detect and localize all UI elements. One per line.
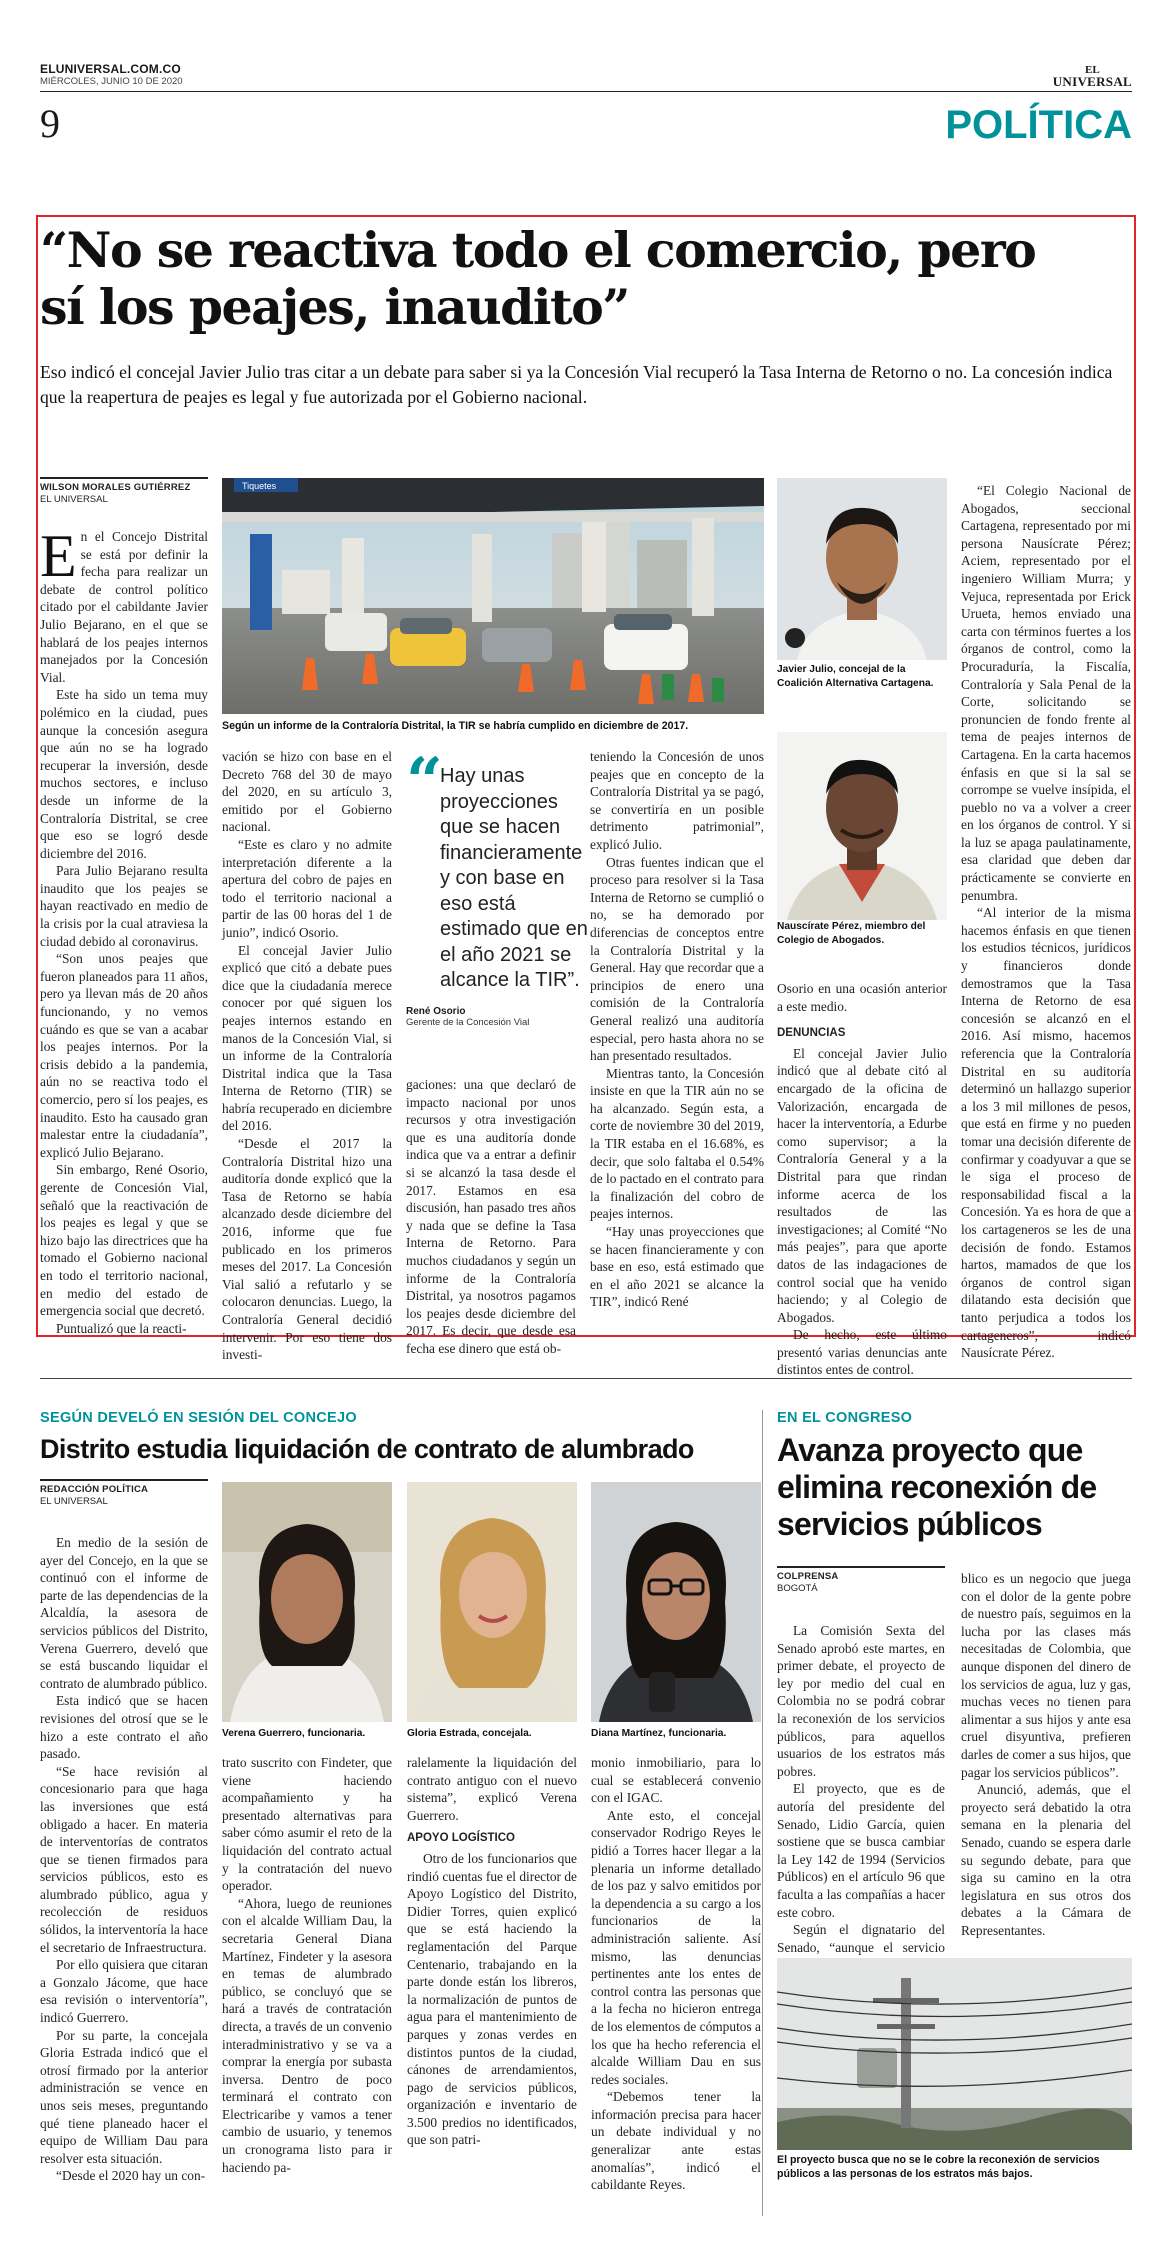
- lead-byline: [40, 477, 208, 506]
- caption-diana: Diana Martínez, funcionaria.: [591, 1728, 727, 1739]
- story3-column-1: [777, 1622, 945, 1974]
- paragraph: En medio de la sesión de ayer del Concejo, en la que se continuó con el informe de parte de las dependencias de la Alcaldía, la asesora de servicios públicos del Distrito, Verena Guerrero, develó que se está buscando liquidar el contrato de alumbrado público.: [40, 1535, 208, 1691]
- paragraph: Por ello quisiera que citaran a Gonzalo Jácome, que hace esa revisión o interventoría”, indicó Guerrero.: [40, 1957, 208, 2026]
- quote-name: René Osorio: [406, 1005, 466, 1017]
- lead-column-6: [961, 482, 1131, 1362]
- lead-column-4: [590, 748, 764, 1311]
- paragraph: Osorio en una ocasión anterior a este medio.: [777, 981, 947, 1014]
- paragraph: El concejal Javier Julio explicó que citó a debate pues dice que la ciudadanía merece conocer por qué siguen los peajes internos estando en manos de la Concesión Vial, si un informe de la Contraloría Distrital indica que la Tasa Interna de Retorno (TIR) se habría recuperado en diciembre del 2016.: [222, 942, 392, 1134]
- portrait-woman-1: [222, 1482, 392, 1722]
- paragraph: “El Colegio Nacional de Abogados, seccional Cartagena, representado por mi persona Nausícrate Pérez; Aciem, representado por el ingeniero William Murra; y Vejuca, representada por Erick Urueta, hemos enviado una carta con términos fuertes a los órganos de control, como la Procuraduría, la Fiscalía, Contraloría y Sala Penal de la Corte, solicitando se pronuncien de fondo frente al tema de peajes internos de Cartagena. En la carta hacemos énfasis en que si la sal se corrompe se vuelve insípida, el pueblo no va a volver a creer en los órganos de control. Y si la luz se apaga paulatinamente, esa claridad que deben dar prácticamente se convierte en penumbra.: [961, 483, 1131, 903]
- paragraph: gaciones: una que declaró de impacto nacional por unos recursos y otra investigación que es una auditoría donde indica que va a entrar a definir si se alcanzó la tasa desde el 2017. Estamos en esa discusión, han pasado tres años y nada que se define la Tasa Interna de Retorno. Para muchos ciudadanos y según un informe de la Contraloría Distrital, ya nosotros pagamos los peajes desde diciembre del 2017. Es decir, que desde esa fecha ese dinero que está ob-: [406, 1077, 576, 1356]
- toll-booth-illustration: [222, 478, 764, 714]
- story3-kicker: EN EL CONGRESO: [777, 1410, 913, 1426]
- paragraph: Esta indicó que se hacen revisiones del otrosí que se le hizo a este contrato el año pasado.: [40, 1693, 208, 1762]
- paragraph: “Son unos peajes que fueron planeados para 11 años, pero ya llevan más de 20 años funcionando, y no vemos cuándo es que se van a acabar los peajes internos. Por la crisis debido a la pandemia, aún no se reactiva todo el comercio, pero sí los peajes, es inaudito. Esto ha causado gran malestar entre la ciudadanía”, explicó Julio Bejarano.: [40, 951, 208, 1160]
- quote-text: Hay unas proyecciones que se hacen financieramente y con base en eso está estimado que en el año 2021 se alcance la TIR”.: [440, 765, 588, 991]
- portrait-nauscirate-caption: Nauscírate Pérez, miembro del Colegio de Abogados.: [777, 921, 926, 946]
- outlet-name: EL UNIVERSAL: [40, 1496, 108, 1507]
- quote-role: Gerente de la Concesión Vial: [406, 1016, 530, 1028]
- paragraph: El proyecto, que es de autoría del presidente del Senado, Lidio García, quien sostiene que se busca cambiar la Ley 142 de 1994 (Servicios Públicos) en el artículo 96 que faculta a las compañías a hacer este cobro.: [777, 1781, 945, 1920]
- story3-column-2: [961, 1570, 1131, 1939]
- paragraph: La Comisión Sexta del Senado aprobó este martes, en primer debate, el proyecto de ley por medio del cual en Colombia no se podrá cobrar la reconexión de los servicios públicos, para aquellos usuarios de los estratos más pobres.: [777, 1623, 945, 1779]
- portrait-man-2: [777, 732, 947, 920]
- story2-column-4: [591, 1754, 761, 2194]
- logo: [1053, 64, 1132, 88]
- caption-verena: Verena Guerrero, funcionaria.: [222, 1728, 366, 1739]
- author-name: REDACCIÓN POLÍTICA: [40, 1484, 149, 1495]
- site-url[interactable]: ELUNIVERSAL.COM.CO: [40, 62, 181, 76]
- byline-rule: [777, 1566, 945, 1568]
- photo-verena-guerrero: [222, 1482, 392, 1722]
- paragraph: trato suscrito con Findeter, que viene haciendo acompañamiento y ha presentado alternativas para saber cómo asumir el reto de la liquidación del contrato actual y la contratación del nuevo operador.: [222, 1755, 392, 1894]
- author-name: WILSON MORALES GUTIÉRREZ: [40, 482, 191, 493]
- paragraph: De hecho, este último presentó varias denuncias ante distintos entes de control.: [777, 1327, 947, 1378]
- story2-column-3: [407, 1754, 577, 2149]
- toll-booth-photo: [222, 478, 764, 714]
- toll-photo-caption: Según un informe de la Contraloría Distrital, la TIR se habría cumplido en diciembre de 2017.: [222, 720, 689, 732]
- portrait-nauscirate-perez: [777, 732, 947, 920]
- paragraph: Otro de los funcionarios que rindió cuentas fue el director de Apoyo Logístico del Distrito, Didier Torres, quien explicó que se está haciendo la reglamentación del Parque Centenario, trabajando en la parte donde están los libreros, la normalización de puntos de agua para el mantenimiento de parques y zonas verdes en distintos puntos de la ciudad, cánones de arrendamientos, pago de servicios públicos, organización e inventario de 3.500 predios no identificados, que son patri-: [407, 1850, 577, 2148]
- lead-dek: Eso indicó el concejal Javier Julio tras citar a un debate para saber si ya la Concesión Vial recuperó la Tasa Interna de Retorno o no. La concesión indica que la reapertura de peajes es legal y fue autorizada por el Gobierno nacional.: [40, 362, 1113, 407]
- story2-column-2: [222, 1754, 392, 2176]
- paragraph: “Desde el 2017 la Contraloría Distrital hizo una auditoría donde explicó que la Tasa de Retorno se había alcanzado desde diciembre del 2016, informe que fue publicado en los primeros meses del 2017. La Concesión Vial salió a refutarlo y se colocaron denuncias. Luego, la Contraloría General decidió intervenir. Por eso tiene dos investi-: [222, 1136, 392, 1363]
- outlet-name: EL UNIVERSAL: [40, 494, 108, 505]
- paragraph: Por su parte, la concejala Gloria Estrada indicó que el otrosí firmado por la anterior administración se vence en unos seis meses, preguntando qué tiene planeado hacer el equipo de William Dau para resolver esta situación.: [40, 2027, 208, 2166]
- byline-rule: [40, 477, 208, 479]
- place-name: BOGOTÁ: [777, 1583, 818, 1594]
- subhead-apoyo-logistico: APOYO LOGÍSTICO: [407, 1832, 515, 1845]
- lead-headline: “No se reactiva todo el comercio, pero sí los peajes, inaudito”: [40, 221, 1036, 336]
- portrait-woman-2: [407, 1482, 577, 1722]
- story2-kicker: SEGÚN DEVELÓ EN SESIÓN DEL CONCEJO: [40, 1410, 357, 1426]
- lead-column-2: [222, 748, 392, 1364]
- story3-byline: [777, 1566, 945, 1595]
- power-lines-photo: [777, 1958, 1132, 2150]
- paragraph: Anunció, además, que el proyecto será debatido la otra semana en la plenaria del Senado, cuando se espera darle su segundo debate, para que siga su camino en la otra legislatura en sus otros dos debates a la Cámara de Representantes.: [961, 1782, 1131, 1938]
- story2-headline: Distrito estudia liquidación de contrato de alumbrado: [40, 1434, 694, 1464]
- utility-pole-illustration: [777, 1958, 1132, 2150]
- paragraph: Según el dignatario del Senado, “aunque el servicio: [777, 1922, 945, 1955]
- paragraph: “Debemos tener la información precisa para hacer un debate individual y no generalizar ante estas anomalías”, indicó el cabildante Reyes.: [591, 2089, 761, 2193]
- story3-headline: Avanza proyecto que elimina reconexión de servicios públicos: [777, 1432, 1097, 1542]
- paragraph: Sin embargo, René Osorio, gerente de Concesión Vial, señaló que la reactivación de los peajes es legal y que se hizo bajo las directrices que ha tomado el Gobierno nacional en todo el territorio nacional, en medio del estado de emergencia social que decretó.: [40, 1162, 208, 1319]
- lead-column-3: [406, 1076, 576, 1358]
- paragraph: monio inmobiliario, para lo cual se establecerá convenio con el IGAC.: [591, 1755, 761, 1806]
- toll-sign-text: Tiquetes: [242, 481, 277, 491]
- lead-column-1: [40, 523, 208, 1337]
- column-divider: [762, 1410, 763, 2216]
- paragraph: “Ahora, luego de reuniones con el alcalde William Dau, la secretaria General Diana Martínez, Findeter y la asesora en temas de alumbrado público, se concluyó que se hará a través de contratación directa, a través de un convenio interadministrativo y se va a comprar la energía por subasta inversa. Dentro de poco terminará el contrato con Electricaribe y vamos a tener cambio de usuario, y tenemos un cronograma listo para ir haciendo pa-: [222, 1895, 392, 2175]
- logo-top: EL: [1085, 64, 1100, 76]
- drop-cap: E: [40, 523, 77, 589]
- paragraph: Otras fuentes indican que el proceso para resolver si la Tasa Interna de Retorno se cumplió o no, se ha demorado por diferencias de conceptos entre la Contraloría Distrital y la General. Hay que recordar que a principios de enero una comisión de la Contraloría General realizó una auditoría especial, pero hasta ahora no se han presentado resultados.: [590, 854, 764, 1064]
- paragraph: “Este es claro y no admite interpretación diferente a la apertura del cobro de pajes en todo el territorio nacional a partir de las 00 horas del 1 de junio”, indicó Osorio.: [222, 836, 392, 940]
- paragraph: Puntualizó que la reacti-: [56, 1320, 187, 1336]
- story2-byline: [40, 1479, 208, 1508]
- issue-date: MIÉRCOLES, JUNIO 10 DE 2020: [40, 76, 183, 87]
- paragraph: teniendo la Concesión de unos peajes que en concepto de la Contraloría Distrital ya se pagó, se convertiría en un posible detrimento patrimonial”, explicó Julio.: [590, 749, 764, 852]
- paragraph: ralelamente la liquidación del contrato antiguo con el nuevo sistema”, explicó Verena Guerrero.: [407, 1755, 577, 1823]
- subhead-denuncias: DENUNCIAS: [777, 1027, 846, 1040]
- paragraph: Ante esto, el concejal conservador Rodrigo Reyes le pidió a Torres hacer llegar a la plenaria un informe detallado de los paz y salvo emitidos por la dependencia a su cargo a los funcionarios de la administración saliente. Así mismo, las denuncias pertinentes ante los entes de control contra las personas que a la fecha no hicieron entrega de los elementos de cómputos a los que ha hecho referencia el alcalde William Dau en sus redes sociales.: [591, 1807, 761, 2087]
- paragraph: “Se hace revisión al concesionario para que haga las inversiones que está obligado a hacer. En materia de interventorías de contratos que se tienen firmados para servicios públicos, esto es alumbrado público, agua y recolección de residuos sólidos, la interventoría la hace el secretario de Infraestructura.: [40, 1763, 208, 1955]
- pull-quote: [406, 744, 594, 1028]
- paragraph: “Hay unas proyecciones que se hacen financieramente y con base en eso, está estimado que en el año 2021 se alcance la TIR”, indicó René: [590, 1224, 764, 1310]
- section-divider: [40, 1378, 1132, 1379]
- author-name: COLPRENSA: [777, 1571, 839, 1582]
- page-number: 9: [40, 101, 60, 146]
- portrait-javier-julio: [777, 478, 947, 660]
- byline-rule: [40, 1479, 208, 1481]
- portrait-javier-caption: Javier Julio, concejal de la Coalición Alternativa Cartagena.: [777, 664, 934, 689]
- power-lines-caption: El proyecto busca que no se le cobre la reconexión de servicios públicos a las personas de los estratos más bajos.: [777, 2154, 1100, 2180]
- logo-bottom: UNIVERSAL: [1052, 74, 1132, 89]
- paragraph: El concejal Javier Julio indicó que al debate citó al encargado de la oficina de Valorización, encargada de hacer la interventoría, a Edurbe como supervisor; a la Contraloría General y a la Distrital para que rindan informe acerca de los resultados de las investigaciones; al Comité “No más peajes”, para que aporte datos de las indagaciones de control social que ha venido haciendo; y al Colegio de Abogados.: [777, 1045, 947, 1325]
- portrait-man-1: [777, 478, 947, 660]
- caption-gloria: Gloria Estrada, concejala.: [407, 1728, 532, 1739]
- masthead: [40, 62, 1132, 152]
- portrait-woman-3: [591, 1482, 761, 1722]
- story2-column-1: [40, 1534, 208, 2185]
- photo-diana-martinez: [591, 1482, 761, 1722]
- paragraph: “Al interior de la misma hacemos énfasis en que tienen los estudios técnicos, jurídicos y financieros donde demostramos que la Tasa Interna de Retorno de esa concesión se alcanzó en el 2016. Así mismo, hacemos referencia que la Contraloría Distrital en su auditoría determinó un hallazgo superior a los 3 mil millones de pesos, que está en firme y no pueden tomar una decisión diferente de confirmar y coadyuvar a que se le siga el proceso de responsabilidad fiscal a la Concesión. Ya es hora de que a los cartageneros se les de una decisión de fondo. Estamos hartos, mamados de que los órganos de control sigan dilatando esta decisión que tanto perjudica a todos los cartageneros”, indicó Nausícrate Pérez.: [961, 905, 1131, 1361]
- lead-column-5: [777, 980, 947, 1379]
- paragraph: n el Concejo Distrital se está por definir la fecha para realizar un debate de control político citado por el cabildante Javier Julio Bejarano, en el que se hablará de los peajes internos manejados por la Concesión Vial.: [40, 529, 208, 685]
- masthead-rule: [40, 91, 1132, 92]
- paragraph: vación se hizo con base en el Decreto 768 del 30 de mayo del 2020, en su artículo 3, emitido por el Gobierno nacional.: [222, 749, 392, 835]
- section-title: POLÍTICA: [945, 103, 1132, 147]
- paragraph: blico es un negocio que juega con el dolor de la gente pobre de nuestro país, seguimos en la lucha por las clases más necesitadas de Colombia, que aunque disponen del dinero de los servicios de agua, luz y gas, muchas veces no tienen para alimentar a sus hijos y ante esa cruel disyuntiva, prefieren darles de comer a sus hijos, que pagar los servicios públicos”.: [961, 1571, 1131, 1780]
- paragraph: “Desde el 2020 hay un con-: [56, 2168, 206, 2184]
- quote-mark-icon: “: [406, 744, 443, 819]
- photo-gloria-estrada: [407, 1482, 577, 1722]
- paragraph: Este ha sido un tema muy polémico en la ciudad, pues aunque la concesión asegura que aún no se ha logrado recuperar la inversión, desde muchos sectores, e incluso desde un informe de la Contraloría Distrital, se cree que eso se logró desde diciembre del 2016.: [40, 687, 208, 861]
- paragraph: Para Julio Bejarano resulta inaudito que los peajes se hayan reactivado en medio de la crisis por la cual atraviesa la ciudad debido al coronavirus.: [40, 863, 208, 949]
- paragraph: Mientras tanto, la Concesión insiste en que la TIR aún no se ha alcanzado. Según esta, a corte de noviembre 30 del 2019, la TIR estaba en el 16.68%, es decir, que solo faltaba el 0.54% de lo pactado en el contrato para la finalización del cobro de peajes internos.: [590, 1065, 764, 1222]
